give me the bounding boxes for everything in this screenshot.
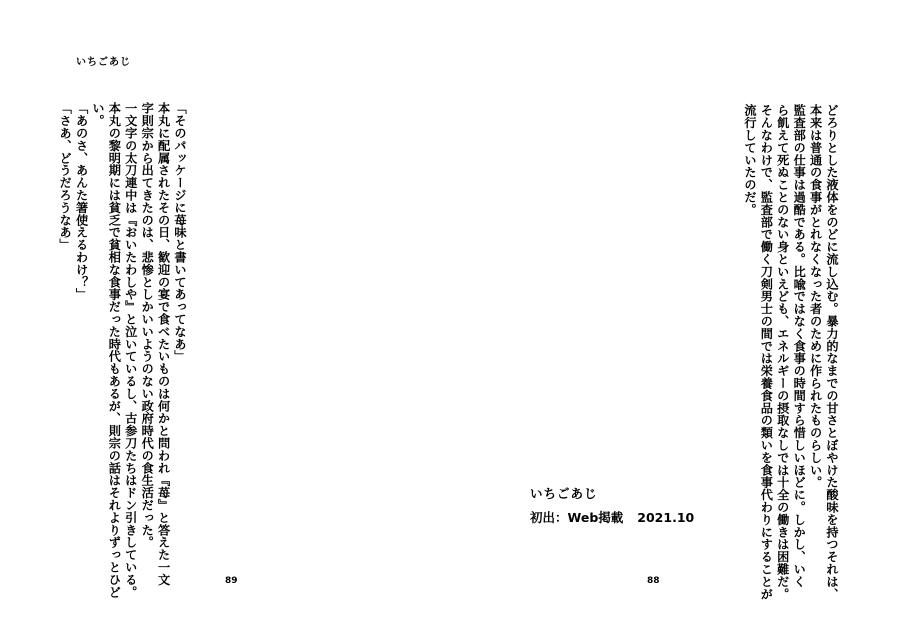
first-published-label: 初出：Web掲載 [530, 510, 624, 525]
colophon-title: いちごあじ [530, 486, 598, 501]
body-line: ら飢えて死ぬことのない身といえども、エネルギーの摂取なしでは十全の働きは困難だ。 [775, 104, 790, 600]
publication-date: 2021.10 [637, 510, 695, 525]
body-line: 監査部の仕事は過酷である。比喩ではなく食事の時間すら惜しいほどに。しかし、いく [792, 104, 807, 588]
left-page-body [0, 102, 188, 598]
right-page-body [730, 104, 840, 600]
body-line: そんなわけで、監査部で働く刀剣男士の間では栄養食品の類いを食事代わりにすることが [759, 104, 774, 600]
body-line: い。 [90, 102, 105, 127]
running-header: いちごあじ [76, 57, 131, 68]
body-line: 一文字の太刀連中は『おいたわしや』と泣いているし、古参刀たちはドン引きしている。 [123, 102, 138, 598]
page-number-right: 88 [647, 576, 660, 586]
body-line: 「そのパッケージに苺味と書いてあってなあ」 [173, 102, 187, 363]
body-line: 本丸の黎明期には貧乏で貧相な食事だった時代もあるが、則宗の話はそれよりずっとひど [107, 102, 122, 598]
colophon-publication [530, 508, 694, 526]
body-line: 「さあ、どうだろうなあ」 [58, 102, 73, 251]
body-line: どろりとした液体をのどに流し込む。暴力的なまでの甘さとぼやけた酸味を持つそれは、 [825, 104, 839, 600]
body-line: 字則宗から出てきたのは、悲惨としかいいようのない政府時代の食生活だった。 [140, 102, 155, 549]
body-line: 本丸に配属されたその日、歓迎の宴で食べたいものは何かと問われ『苺』と答えた一文 [156, 102, 171, 586]
body-line: 流行していたのだ。 [742, 104, 757, 216]
right-page [450, 0, 900, 634]
page-number-left: 89 [225, 576, 238, 586]
colophon [530, 484, 694, 526]
body-line: 「あのさ、あんた箸使えるわけ？」 [74, 102, 89, 301]
body-line: 本来は普通の食事がとれなくなった者のために作られたものらしい。 [808, 104, 823, 489]
